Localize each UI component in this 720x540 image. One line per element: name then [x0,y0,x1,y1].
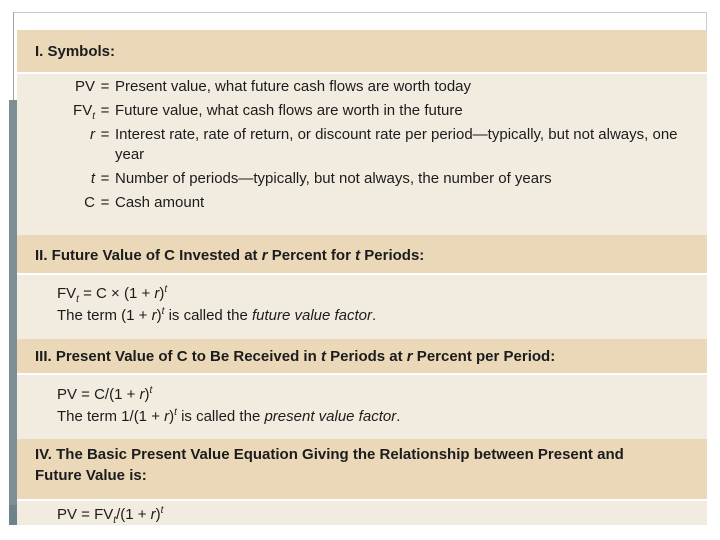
note-part: ) [169,408,175,425]
section-present-value-body [17,375,707,439]
symbol-term-base: FV [73,102,93,119]
note-part: . [396,408,401,425]
fv-heading-part: Periods: [360,247,425,264]
note-part: The term (1 + [57,307,152,324]
formula-part: FV [57,285,77,302]
basic-heading-line: IV. The Basic Present Value Equation Giving the Relationship between Present and [35,446,624,463]
formula-part: PV = FV [57,506,114,523]
section-symbols-heading [17,30,707,74]
formula-part: r [139,386,145,403]
symbol-definition: Present value, what future cash flows are worth today [115,78,472,95]
pv-heading-part: t [320,348,326,365]
symbol-term: C [84,194,95,211]
note-term: future value factor [251,307,373,324]
symbol-term [17,101,95,121]
equals-sign: = [100,194,110,211]
pv-heading-part: III. Present Value of C to Be Received in [35,348,321,365]
formula-subscript: t [76,294,79,305]
note-term: present value factor [264,408,397,425]
symbol-definition: Interest rate, rate of return, or discount rate per period—typically, but not always, one year [115,126,678,163]
section-future-value-body [17,275,707,339]
symbol-definition: Number of periods—typically, but not always, the number of years [115,170,552,187]
note-part: . [372,307,377,324]
note-exponent: t [161,306,165,317]
future-value-factor-note [17,305,699,327]
note-exponent: t [174,407,177,418]
present-value-factor-note [17,406,699,428]
formula-part: ) [159,285,165,302]
formula-part: PV = C/(1 + [57,386,140,403]
formula-summary-panel [17,30,707,525]
symbol-term: r [90,126,95,143]
section-basic-equation-heading [17,439,707,501]
formula-part: r [154,285,160,302]
formula-part: /(1 + [116,506,151,523]
basic-present-value-formula [17,504,699,525]
note-part: is called the [164,307,252,324]
equals-sign: = [100,78,110,95]
formula-part: = C × (1 + [78,285,155,302]
formula-exponent: t [149,385,153,396]
present-value-formula [17,384,699,406]
equals-sign: = [100,170,110,187]
formula-part: r [150,506,156,523]
formula-exponent: t [160,505,164,516]
symbol-definition: Cash amount [115,194,205,211]
symbol-row-pv [17,77,699,97]
note-part: ) [156,307,162,324]
pv-heading-part: r [406,348,413,365]
note-part: r [164,408,170,425]
fv-heading-part: Percent for [267,247,356,264]
fv-heading-part: t [355,247,361,264]
note-part: is called the [176,408,265,425]
pv-heading-part: Periods at [325,348,407,365]
basic-heading-line: Future Value is: [35,467,147,484]
note-part: r [151,307,157,324]
section-basic-equation-body [17,501,707,525]
symbol-row-fvt [17,101,699,121]
note-part: The term 1/(1 + [57,408,165,425]
symbol-term: PV [74,78,95,95]
section-future-value-heading [17,235,707,275]
section-present-value-heading [17,339,707,375]
symbol-term-subscript: t [92,111,95,122]
symbol-row-t [17,169,699,189]
symbols-heading-text: I. Symbols: [35,43,116,60]
symbol-term: t [90,170,95,187]
fv-heading-part: II. Future Value of C Invested at [35,247,262,264]
formula-part: ) [155,506,161,523]
symbol-row-r [17,125,699,165]
equals-sign: = [100,126,110,143]
symbol-definition: Future value, what cash flows are worth in the future [115,102,463,119]
slide-top-rule [13,12,707,13]
fv-heading-part: r [261,247,268,264]
pv-heading-part: Percent per Period: [412,348,556,365]
formula-part: ) [144,386,150,403]
symbol-row-c [17,193,699,213]
section-symbols-body [17,74,707,235]
future-value-formula [17,283,699,305]
equals-sign: = [100,102,110,119]
formula-subscript: t [113,515,117,525]
formula-exponent: t [164,284,168,295]
